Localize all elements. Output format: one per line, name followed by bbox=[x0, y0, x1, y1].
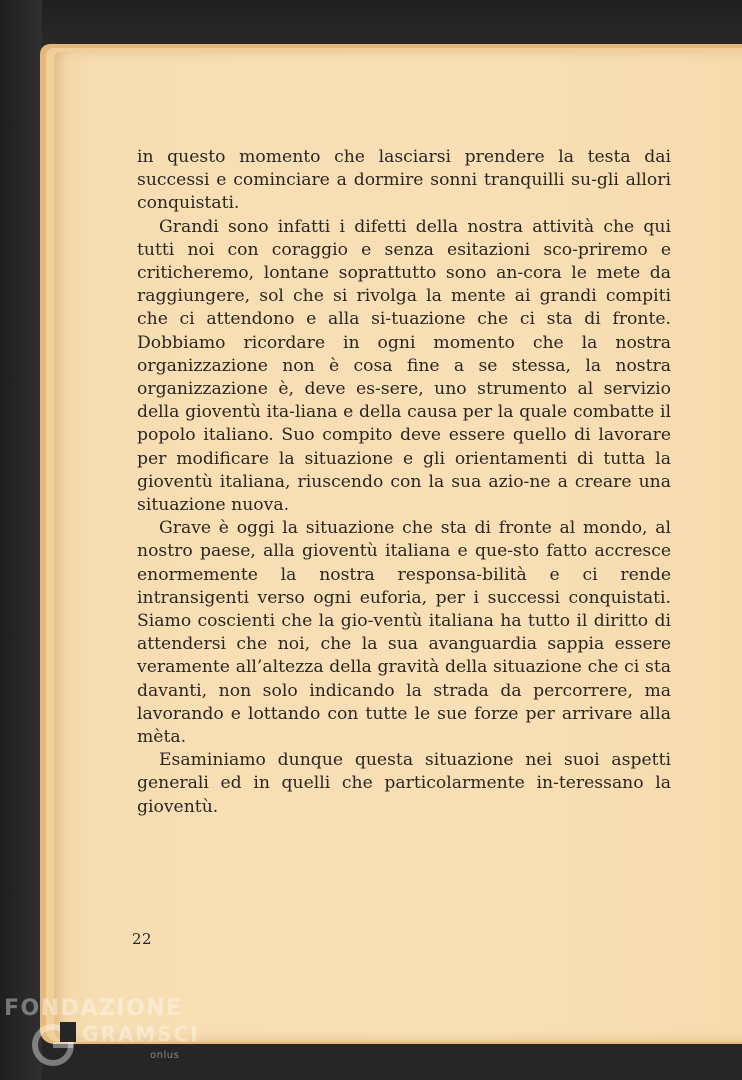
page-number: 22 bbox=[132, 930, 153, 948]
paragraph-2: Grandi sono infatti i difetti della nostra attività che qui tutti noi con coraggio e senza esitazioni sco-priremo e criticheremo, lontane soprattutto sono an-cora le mete da raggiungere, sol che si rivolga la mente ai grandi compiti che ci attendono e alla si-tuazione che ci sta di fronte. Dobbiamo ricordare in ogni momento che la nostra organizzazione non è cosa fine a se stessa, la nostra organizzazione è, deve es-sere, uno strumento al servizio della gioventù ita-liana e della causa per la quale combatte il popolo italiano. Suo compito deve essere quello di lavorare per modificare la situazione e gli orientamenti di tutta la gioventù italiana, riuscendo con la sua azio-ne a creare una situazione nuova. bbox=[137, 216, 671, 516]
paragraph-4: Esaminiamo dunque questa situazione nei suoi aspetti generali ed in quelli che particolarmente in-teressano la gioventù. bbox=[137, 750, 671, 817]
watermark-line-2: GRAMSCI bbox=[82, 1022, 200, 1046]
page-body-text bbox=[137, 146, 671, 819]
paragraph-1: in questo momento che lasciarsi prendere la testa dai successi e cominciare a dormire sonni tranquilli su-gli allori conquistati. bbox=[137, 147, 671, 214]
watermark-line-1: FONDAZIONE bbox=[4, 996, 183, 1021]
watermark-subtitle: onlus bbox=[150, 1050, 180, 1061]
paragraph-3: Grave è oggi la situazione che sta di fronte al mondo, al nostro paese, alla gioventù italiana e que-sto fatto accresce enormemente la nostra responsa-bilità e ci rende intransigenti verso ogni euforia, per i successi conquistati. Siamo coscienti che la gio-ventù italiana ha tutto il diritto di attendersi che noi, che la sua avanguardia sappia essere veramente all’altezza della gravità della situazione che ci sta davanti, non solo indicando la strada da percorrere, ma lavorando e lottando con tutte le sue forze per arrivare alla mèta. bbox=[137, 518, 671, 748]
scan-background-left bbox=[0, 0, 42, 1080]
